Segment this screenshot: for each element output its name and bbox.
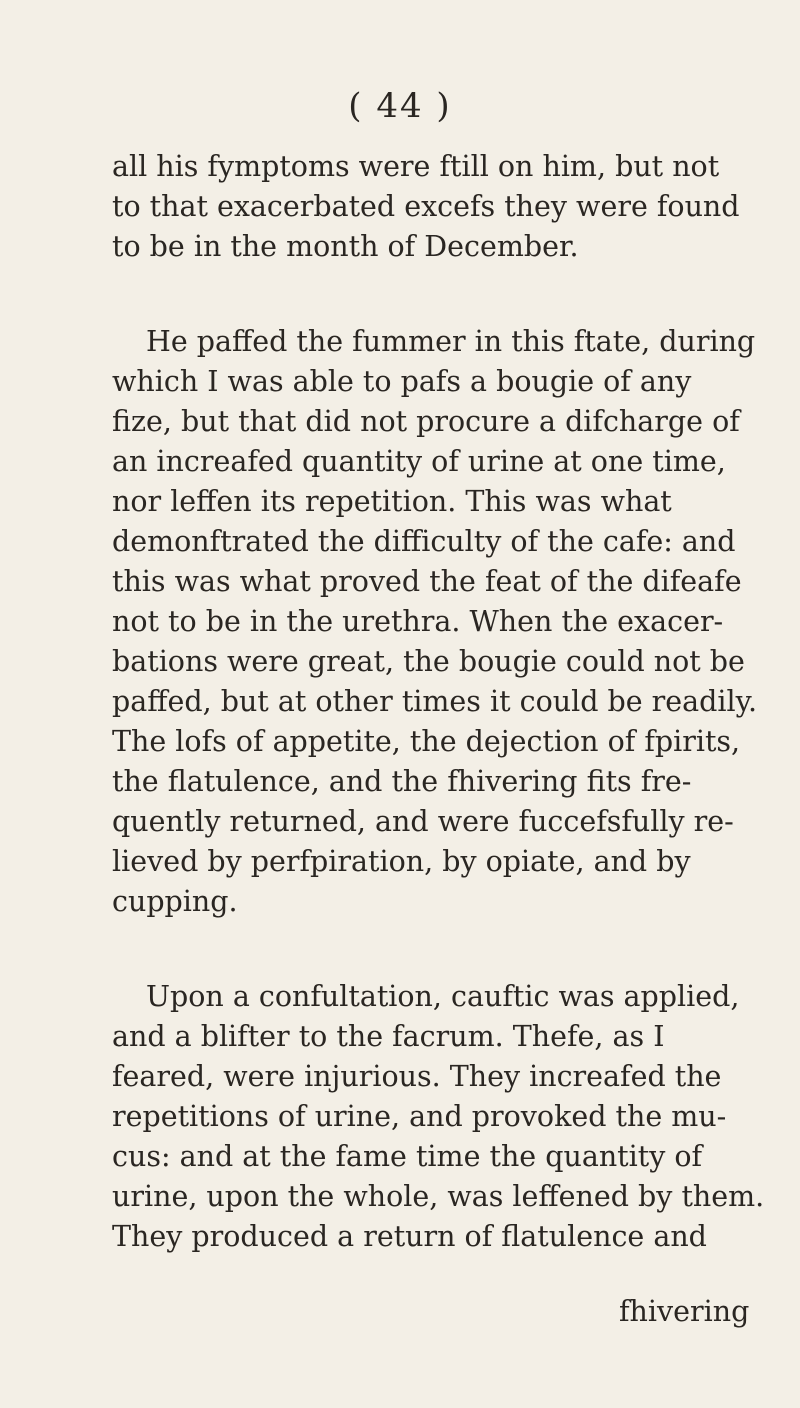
text-line: and a blifter to the facrum. Thefe, as I [112, 1020, 665, 1053]
text-line: feared, were injurious. They increafed the [112, 1060, 722, 1093]
text-line: cupping. [112, 885, 238, 918]
text-line: The lofs of appetite, the dejection of fpirits, [112, 725, 741, 758]
text-line: bations were great, the bougie could not be [112, 645, 745, 678]
text-line: They produced a return of flatulence and [112, 1220, 707, 1253]
text-line: nor leffen its repetition. This was what [112, 485, 672, 518]
text-line: He paffed the fummer in this ftate, during [146, 325, 756, 358]
text-line: an increafed quantity of urine at one time, [112, 445, 726, 478]
text-line: which I was able to pafs a bougie of any [112, 365, 692, 398]
text-line: lieved by perfpiration, by opiate, and by [112, 845, 691, 878]
text-line: paffed, but at other times it could be readily. [112, 685, 758, 718]
text-line: quently returned, and were fuccefsfully re- [112, 805, 734, 838]
text-line: not to be in the urethra. When the exacer- [112, 605, 724, 638]
text-line: cus: and at the fame time the quantity of [112, 1140, 703, 1173]
text-line: Upon a confultation, cauftic was applied, [146, 980, 740, 1013]
page-number: ( 44 ) [348, 86, 452, 126]
text-line: this was what proved the feat of the difeafe [112, 565, 742, 598]
text-line: all his fymptoms were ftill on him, but not [112, 150, 720, 183]
text-line: fize, but that did not procure a difcharge of [112, 405, 740, 438]
text-line: repetitions of urine, and provoked the mu- [112, 1100, 727, 1133]
text-line: to be in the month of December. [112, 230, 579, 263]
text-line: demonftrated the difficulty of the cafe: and [112, 525, 736, 558]
text-line: urine, upon the whole, was leffened by them. [112, 1180, 765, 1213]
catchword: fhivering [619, 1295, 750, 1328]
text-line: to that exacerbated excefs they were found [112, 190, 740, 223]
text-line: the flatulence, and the fhivering fits fre- [112, 765, 692, 798]
